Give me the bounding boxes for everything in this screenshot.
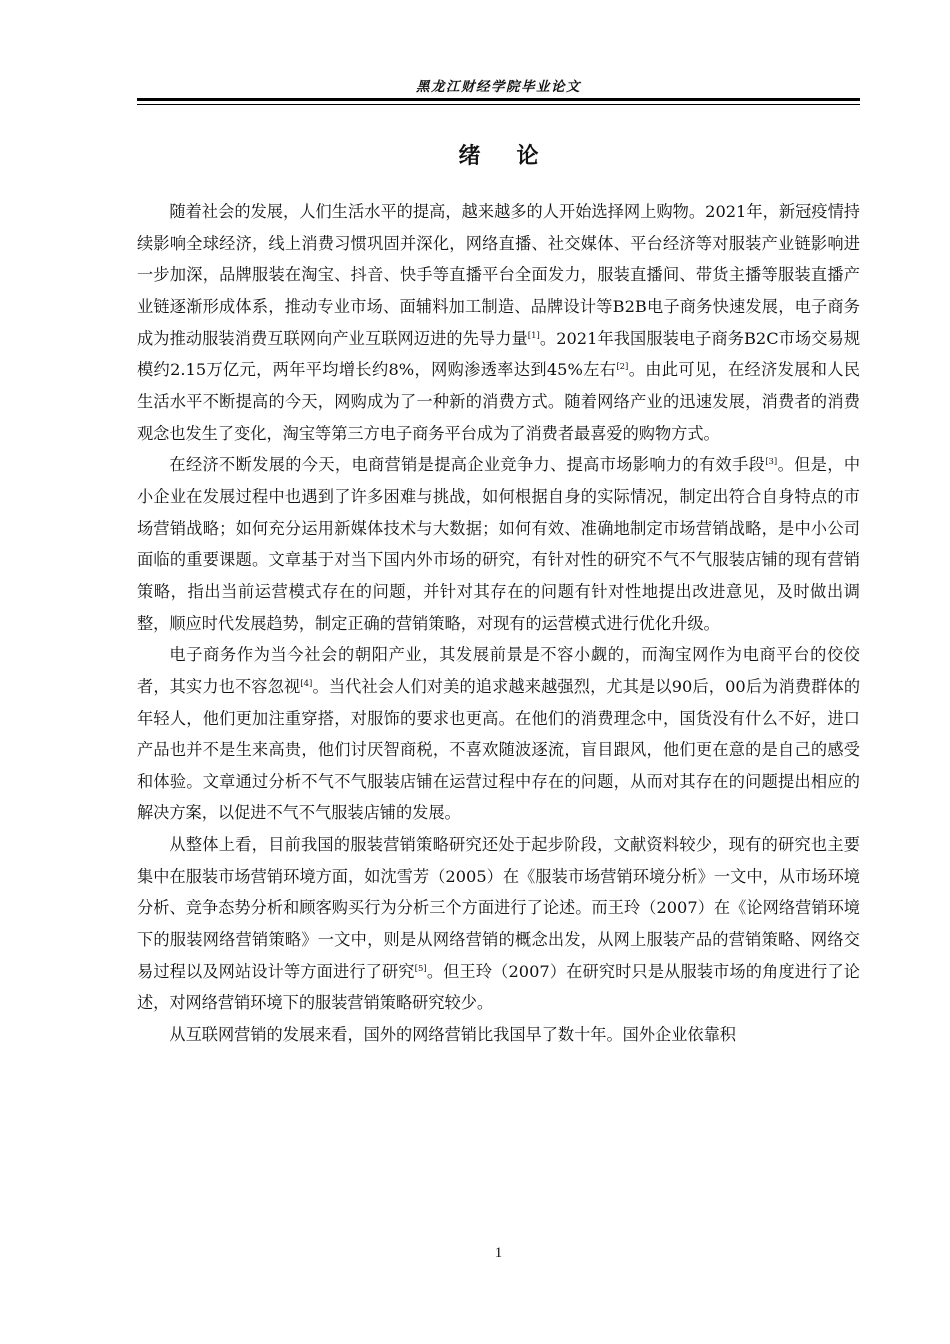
paragraph-text: 从整体上看，目前我国的服装营销策略研究还处于起步阶段，文献资料较少，现有的研究也主要集中在服装市场营销环境方面，如沈雪芳（2005）在《服装市场营销环境分析》一文中，从市场环境分析、竞争态势分析和顾客购买行为分析三个方面进行了论述。而王玲（2007）在《论网络营销环境下的服装网络营销策略》一文中，则是从网络营销的概念出发，从网上服装产品的营销策略、网络交易过程以及网站设计等方面进行了研究 (137, 835, 860, 981)
citation-mark: [3] (765, 457, 778, 468)
paragraph-2 (137, 449, 860, 639)
citation-mark: [5] (414, 963, 427, 974)
paragraph-text: 。2021年我国服装电子商务B2C市场交易规模约2.15万亿元，两年平均增长约8%，网购渗透率达到45%左右 (137, 328, 861, 380)
chapter-title: 绪论 (458, 144, 575, 169)
paragraph-text: 电子商务作为当今社会的朝阳产业，其发展前景是不容小觑的，而淘宝网作为电商平台的佼佼者，其实力也不容忽视 (137, 645, 860, 696)
page-number: 1 (494, 1245, 503, 1261)
paragraph-text: 从互联网营销的发展来看，国外的网络营销比我国早了数十年。国外企业依靠积 (169, 1025, 736, 1045)
paragraph-1 (137, 196, 860, 449)
citation-mark: [1] (527, 330, 540, 341)
paragraph-text: 随着社会的发展，人们生活水平的提高，越来越多的人开始选择网上购物。2021年，新冠疫情持续影响全球经济，线上消费习惯巩固并深化，网络直播、社交媒体、平台经济等对服装产业链影响进一步加深，品牌服装在淘宝、抖音、快手等直播平台全面发力，服装直播间、带货主播等服装直播产业链逐渐形成体系，推动专业市场、面辅料加工制造、品牌设计等B2B电子商务快速发展，电子商务成为推动服装消费互联网向产业互联网迈进的先导力量 (137, 202, 860, 348)
body-text (137, 196, 860, 1051)
paragraph-4 (137, 829, 860, 1019)
paragraph-text: 。由此可见，在经济发展和人民生活水平不断提高的今天，网购成为了一种新的消费方式。随着网络产业的迅速发展，消费者的消费观念也发生了变化，淘宝等第三方电子商务平台成为了消费者最喜爱的购物方式。 (137, 360, 861, 443)
citation-mark: [4] (300, 678, 313, 689)
paragraph-text: 。当代社会人们对美的追求越来越强烈，尤其是以90后，00后为消费群体的年轻人，他们更加注重穿搭，对服饰的要求也更高。在他们的消费理念中，国货没有什么不好，进口产品也并不是生来高贵，他们讨厌智商税，不喜欢随波逐流，盲目跟风，他们更在意的是自己的感受和体验。文章通过分析不气不气服装店铺在运营过程中存在的问题，从而对其存在的问题提出相应的解决方案，以促进不气不气服装店铺的发展。 (137, 676, 861, 823)
paragraph-5 (137, 1019, 860, 1051)
paragraph-text: 。但王玲（2007）在研究时只是从服装市场的角度进行了论述，对网络营销环境下的服装营销策略研究较少。 (137, 961, 860, 1013)
paragraph-3 (137, 639, 860, 829)
running-header: 黑龙江财经学院毕业论文 (416, 79, 581, 95)
header-rule-thick (137, 98, 860, 101)
header-rule-thin (137, 104, 860, 105)
paragraph-text: 在经济不断发展的今天，电商营销是提高企业竞争力、提高市场影响力的有效手段 (169, 455, 766, 475)
paragraph-text: 。但是，中小企业在发展过程中也遇到了许多困难与挑战，如何根据自身的实际情况，制定出符合自身特点的市场营销战略；如何充分运用新媒体技术与大数据；如何有效、准确地制定市场营销战略，是中小公司面临的重要课题。文章基于对当下国内外市场的研究，有针对性的研究不气不气服装店铺的现有营销策略，指出当前运营模式存在的问题，并针对其存在的问题有针对性地提出改进意见，及时做出调整，顺应时代发展趋势，制定正确的营销策略，对现有的运营模式进行优化升级。 (137, 455, 861, 633)
citation-mark: [2] (616, 362, 629, 373)
